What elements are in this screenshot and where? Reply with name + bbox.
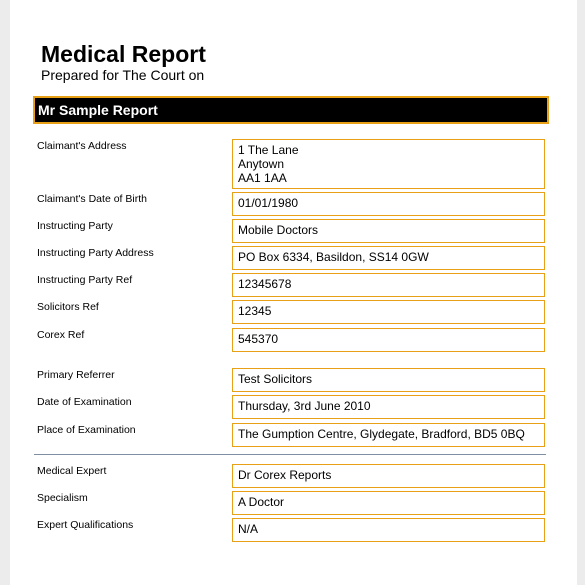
claimant-dob-label: Claimant's Date of Birth xyxy=(37,193,147,205)
date-of-examination-label: Date of Examination xyxy=(37,396,132,408)
primary-referrer-field[interactable]: Test Solicitors xyxy=(232,368,545,392)
claimant-name-banner: Mr Sample Report xyxy=(33,96,549,124)
corex-ref-field[interactable]: 545370 xyxy=(232,328,545,352)
corex-ref-label: Corex Ref xyxy=(37,329,85,341)
instructing-party-address-label: Instructing Party Address xyxy=(37,247,154,259)
claimant-address-line-1: 1 The Lane xyxy=(238,143,299,157)
solicitors-ref-label: Solicitors Ref xyxy=(37,301,99,313)
claimant-address-label: Claimant's Address xyxy=(37,140,127,152)
expert-qualifications-label: Expert Qualifications xyxy=(37,519,134,531)
specialism-field[interactable]: A Doctor xyxy=(232,491,545,515)
instructing-party-ref-field[interactable]: 12345678 xyxy=(232,273,545,297)
medical-expert-label: Medical Expert xyxy=(37,465,107,477)
instructing-party-label: Instructing Party xyxy=(37,220,113,232)
instructing-party-ref-label: Instructing Party Ref xyxy=(37,274,133,286)
claimant-address-line-3: AA1 1AA xyxy=(238,171,287,185)
section-divider xyxy=(34,454,546,455)
report-subtitle: Prepared for The Court on xyxy=(41,67,205,83)
place-of-examination-label: Place of Examination xyxy=(37,424,136,436)
date-of-examination-field[interactable]: Thursday, 3rd June 2010 xyxy=(232,395,545,419)
report-title: Medical Report xyxy=(41,41,206,67)
place-of-examination-field[interactable]: The Gumption Centre, Glydegate, Bradford, BD5 0BQ xyxy=(232,423,545,447)
medical-expert-field[interactable]: Dr Corex Reports xyxy=(232,464,545,488)
specialism-label: Specialism xyxy=(37,492,88,504)
claimant-dob-field[interactable]: 01/01/1980 xyxy=(232,192,545,216)
claimant-address-line-2: Anytown xyxy=(238,157,285,171)
expert-qualifications-field[interactable]: N/A xyxy=(232,518,545,542)
primary-referrer-label: Primary Referrer xyxy=(37,369,115,381)
solicitors-ref-field[interactable]: 12345 xyxy=(232,300,545,324)
claimant-address-field[interactable] xyxy=(232,139,545,189)
instructing-party-address-field[interactable]: PO Box 6334, Basildon, SS14 0GW xyxy=(232,246,545,270)
instructing-party-field[interactable]: Mobile Doctors xyxy=(232,219,545,243)
